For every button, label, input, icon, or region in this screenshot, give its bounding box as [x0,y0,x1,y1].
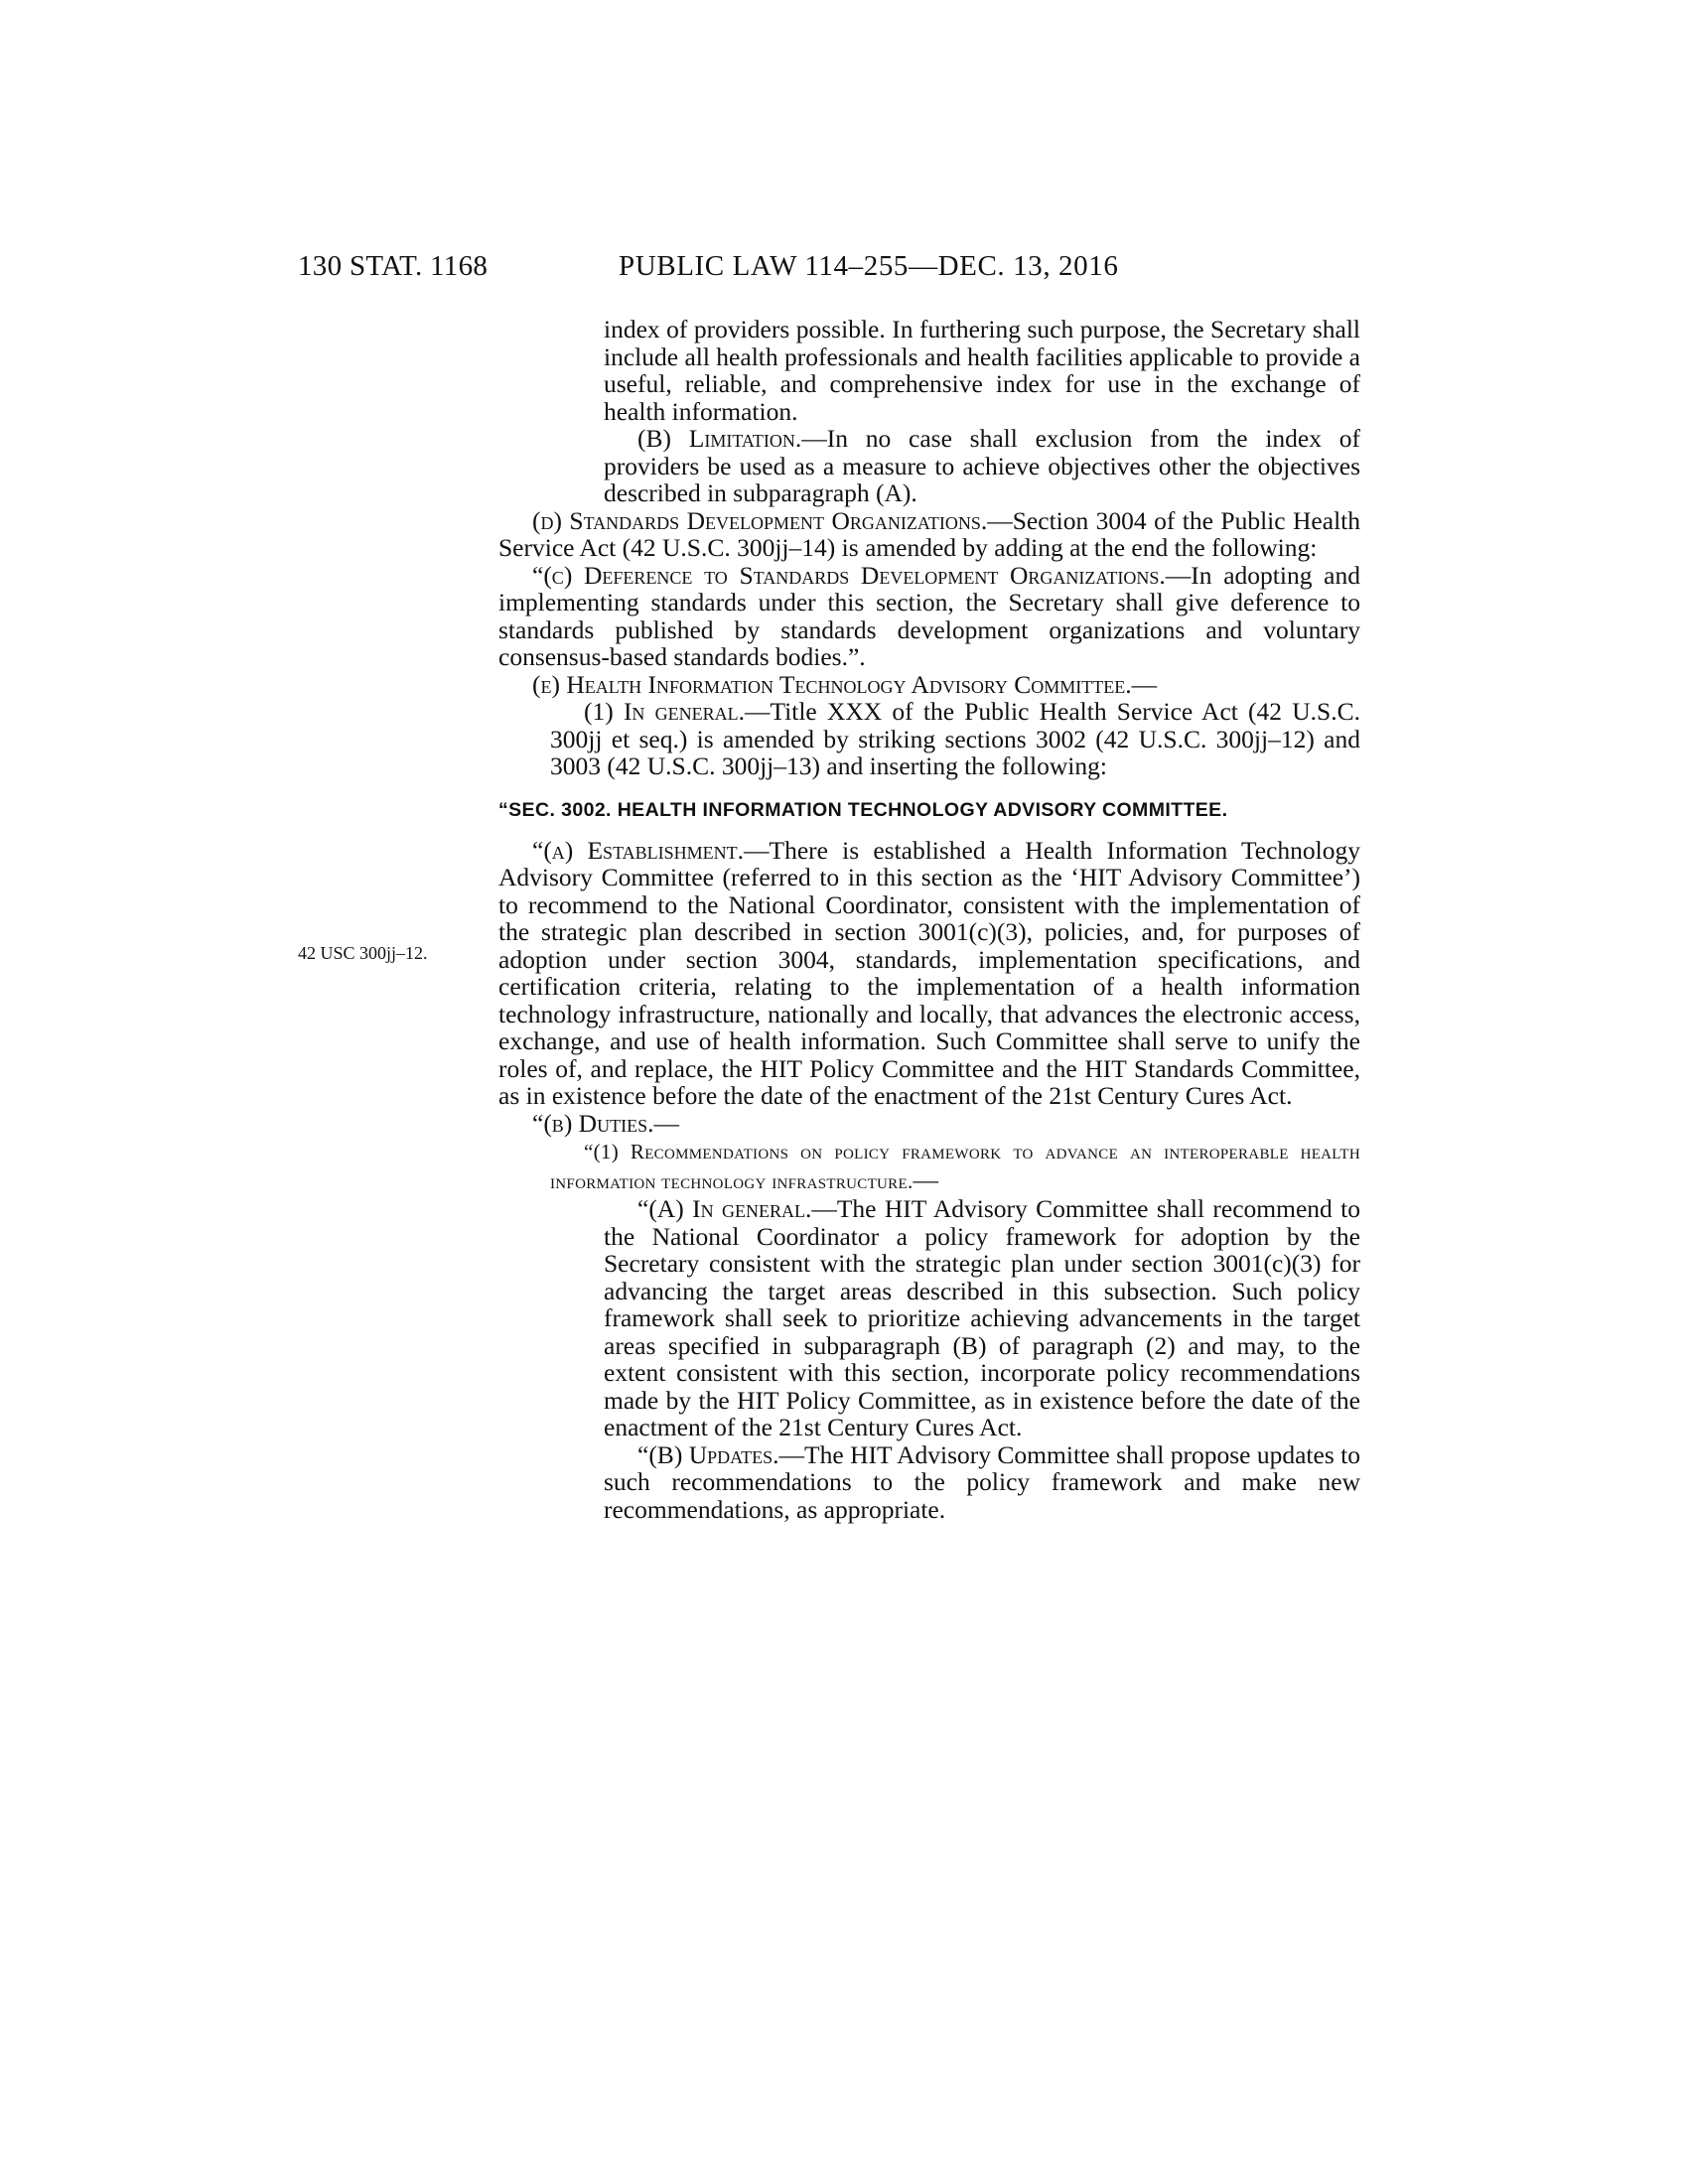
paragraph-heading: “(a) Establishment. [532,835,744,865]
paragraph-heading: “(A) In general. [637,1194,812,1223]
paragraph-text: —The HIT Advisory Committee shall recommend to the National Coordinator a policy framework for adoption by the Secretary consistent with the strategic plan under section 3001(c)(3) for advancing the target areas described in this subsection. Such policy framework shall seek to prioritize achieving advancements in the target areas specified in subparagraph (B) of paragraph (2) and may, to the extent consistent with this section, incorporate policy recommendations made by the HIT Policy Committee, as in existence before the date of the enactment of the 21st Century Cures Act. [604,1194,1360,1441]
paragraph-text: —There is established a Health Information Technology Advisory Committee (referred to in this section as the ‘HIT Advisory Committee’) to recommend to the National Coordinator, consistent with the implementation of the strategic plan described in section 3001(c)(3), policies, and, for purposes of adoption under section 3004, standards, implementation specifications, and certification criteria, relating to the implementation of a health information technology infrastructure, nationally and locally, that advances the electronic access, exchange, and use of health information. Such Committee shall serve to unify the roles of, and replace, the HIT Policy Committee and the HIT Standards Committee, as in existence before the date of the enactment of the 21st Century Cures Act. [498,835,1360,1110]
paragraph-b-updates [498,1441,1360,1524]
paragraph-text: —The HIT Advisory Committee shall propose updates to such recommendations to the policy framework and make new recommendations, as appropriate. [604,1439,1360,1524]
paragraph-text: —In adopting and implementing standards under this section, the Secretary shall give deference to standards published by standards development organizations and voluntary consensus-based standards bodies.”. [498,560,1360,671]
paragraph-text: — [913,1164,938,1194]
paragraph-heading: “(1) Recommendations on policy framework to advance an interoperable health information technology infrastructure. [550,1140,1360,1193]
paragraph-heading: (B) Limitation. [637,424,802,453]
paragraph-heading: (e) Health Information Technology Advisory Committee. [532,669,1132,699]
paragraph-text: — [653,1108,679,1138]
paragraph-establishment [498,837,1360,1110]
body-text [498,316,1360,1523]
paragraph-heading: “(c) Deference to Standards Development Organizations. [532,560,1166,590]
paragraph-text: —In no case shall exclusion from the index of providers be used as a measure to achieve objectives other the objectives described in subparagraph (A). [604,424,1360,507]
paragraph-text: index of providers possible. In furthering such purpose, the Secretary shall include all health professionals and health facilities applicable to provide a useful, reliable, and comprehensive index for use in the exchange of health information. [604,315,1360,426]
paragraph-text: — [1131,669,1158,699]
paragraph-a-in-general [498,1195,1360,1441]
paragraph-in-general [498,698,1360,780]
paragraph-index-continuation [498,316,1360,425]
paragraph-heading: (d) Standards Development Organizations. [532,505,988,535]
page-header [0,250,1688,290]
paragraph-recommendations-policy-framework [498,1137,1360,1195]
paragraph-hit-advisory-committee [498,671,1360,699]
statute-page-number: 130 STAT. 1168 [298,250,489,282]
public-law-title: PUBLIC LAW 114–255—DEC. 13, 2016 [619,250,1119,282]
paragraph-duties [498,1110,1360,1138]
paragraph-heading: “(B) Updates. [637,1439,779,1469]
margin-citation: 42 USC 300jj–12. [298,943,428,963]
paragraph-text: —Section 3004 of the Public Health Service Act (42 U.S.C. 300jj–14) is amended by adding at the end the following: [498,505,1360,562]
paragraph-heading: “(b) Duties. [532,1108,654,1138]
paragraph-heading: (1) In general. [584,697,745,726]
paragraph-standards-development [498,507,1360,562]
paragraph-deference [498,562,1360,671]
paragraph-text: —Title XXX of the Public Health Service Act (42 U.S.C. 300jj et seq.) is amended by striking sections 3002 (42 U.S.C. 300jj–12) and 3003 (42 U.S.C. 300jj–13) and inserting the following: [550,697,1360,780]
paragraph-limitation [498,425,1360,507]
section-heading: “SEC. 3002. HEALTH INFORMATION TECHNOLOGY ADVISORY COMMITTEE. [498,798,1228,821]
